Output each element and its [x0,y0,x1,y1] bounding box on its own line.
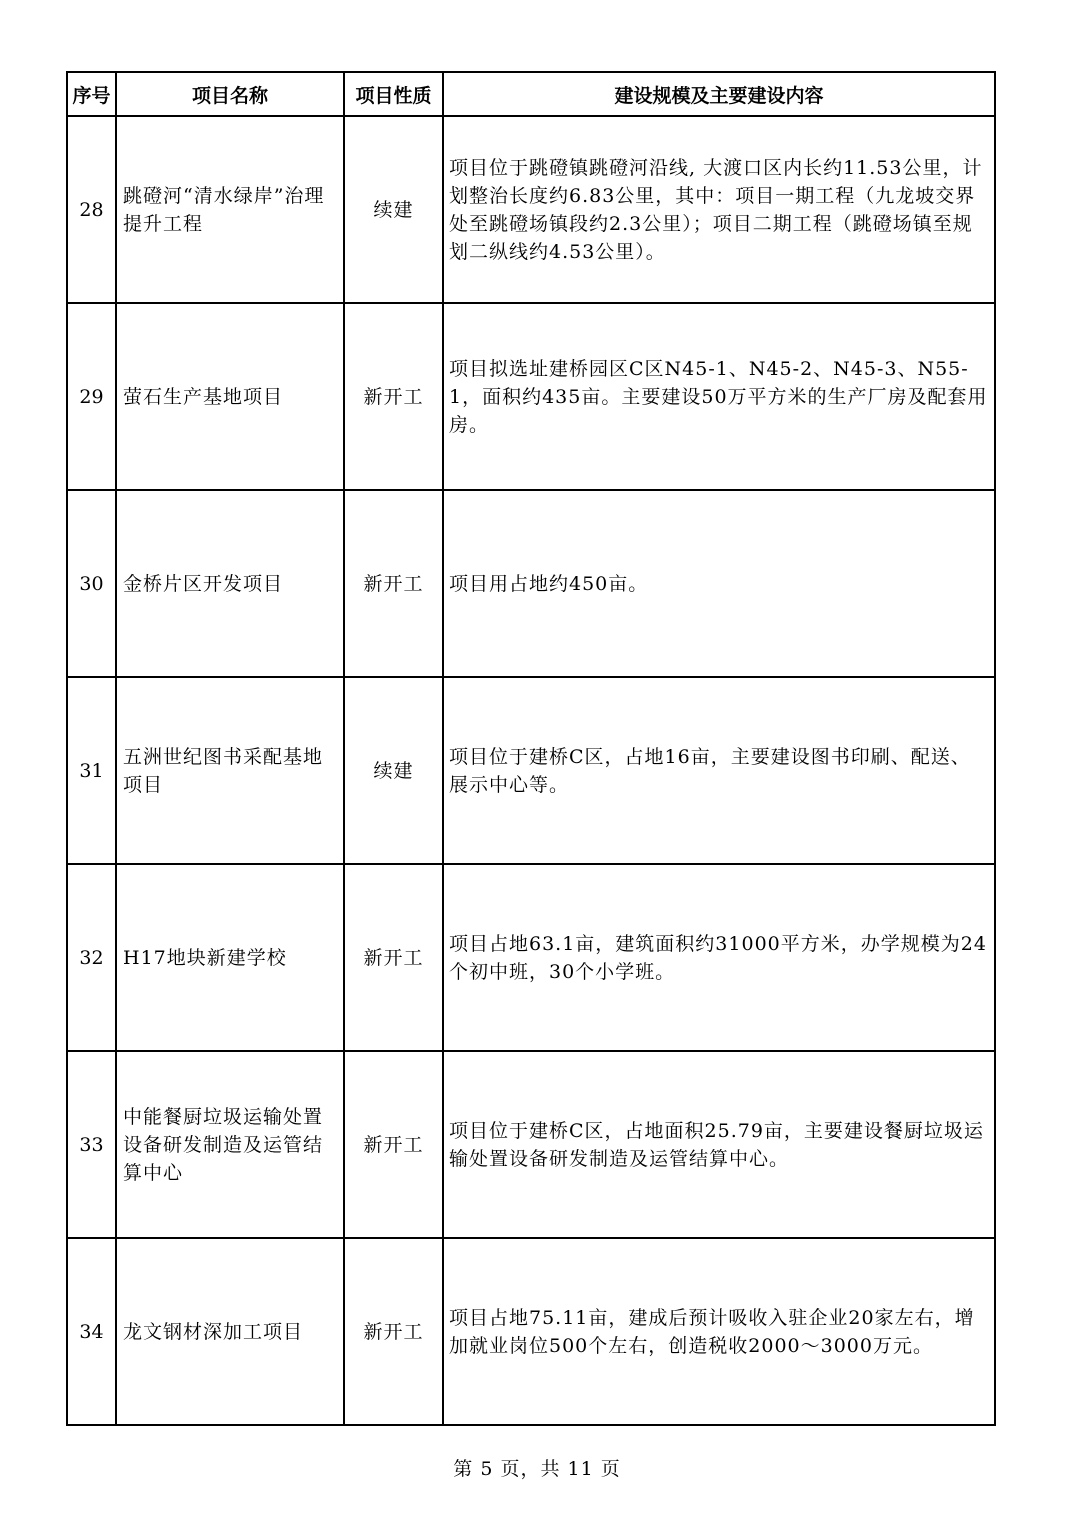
cell-content: 项目位于建桥C区，占地面积25.79亩，主要建设餐厨垃圾运输处置设备研发制造及运管结算中心。 [443,1051,995,1238]
cell-no: 33 [67,1051,116,1238]
cell-nature: 续建 [344,116,443,303]
header-name: 项目名称 [116,72,344,116]
cell-no: 28 [67,116,116,303]
cell-nature: 新开工 [344,1238,443,1425]
cell-name: 龙文钢材深加工项目 [116,1238,344,1425]
cell-nature: 新开工 [344,864,443,1051]
cell-content: 项目拟选址建桥园区C区N45-1、N45-2、N45-3、N55-1，面积约435亩。主要建设50万平方米的生产厂房及配套用房。 [443,303,995,490]
cell-name: 跳磴河“清水绿岸”治理提升工程 [116,116,344,303]
cell-content: 项目位于跳磴镇跳磴河沿线, 大渡口区内长约11.53公里，计划整治长度约6.83公里，其中：项目一期工程（九龙坡交界处至跳磴场镇段约2.3公里）；项目二期工程（跳磴场镇至规划二纵线约4.53公里）。 [443,116,995,303]
table-row [67,677,995,864]
cell-name: 五洲世纪图书采配基地项目 [116,677,344,864]
cell-nature: 新开工 [344,490,443,677]
header-no: 序号 [67,72,116,116]
cell-content: 项目用占地约450亩。 [443,490,995,677]
table-row [67,864,995,1051]
cell-no: 29 [67,303,116,490]
cell-no: 34 [67,1238,116,1425]
cell-content: 项目位于建桥C区，占地16亩，主要建设图书印刷、配送、展示中心等。 [443,677,995,864]
cell-content: 项目占地63.1亩，建筑面积约31000平方米，办学规模为24个初中班，30个小学班。 [443,864,995,1051]
table-header-row [67,72,995,116]
cell-nature: 新开工 [344,303,443,490]
cell-name: H17地块新建学校 [116,864,344,1051]
cell-content: 项目占地75.11亩，建成后预计吸收入驻企业20家左右，增加就业岗位500个左右，创造税收2000～3000万元。 [443,1238,995,1425]
table-row [67,303,995,490]
project-table [66,71,996,1426]
cell-nature: 续建 [344,677,443,864]
header-nature: 项目性质 [344,72,443,116]
cell-name: 中能餐厨垃圾运输处置设备研发制造及运管结算中心 [116,1051,344,1238]
cell-nature: 新开工 [344,1051,443,1238]
header-content: 建设规模及主要建设内容 [443,72,995,116]
table-row [67,1051,995,1238]
page-number: 第 5 页，共 11 页 [453,1458,621,1480]
cell-no: 31 [67,677,116,864]
table-row [67,116,995,303]
table-row [67,490,995,677]
table-row [67,1238,995,1425]
cell-name: 金桥片区开发项目 [116,490,344,677]
cell-name: 萤石生产基地项目 [116,303,344,490]
cell-no: 32 [67,864,116,1051]
cell-no: 30 [67,490,116,677]
